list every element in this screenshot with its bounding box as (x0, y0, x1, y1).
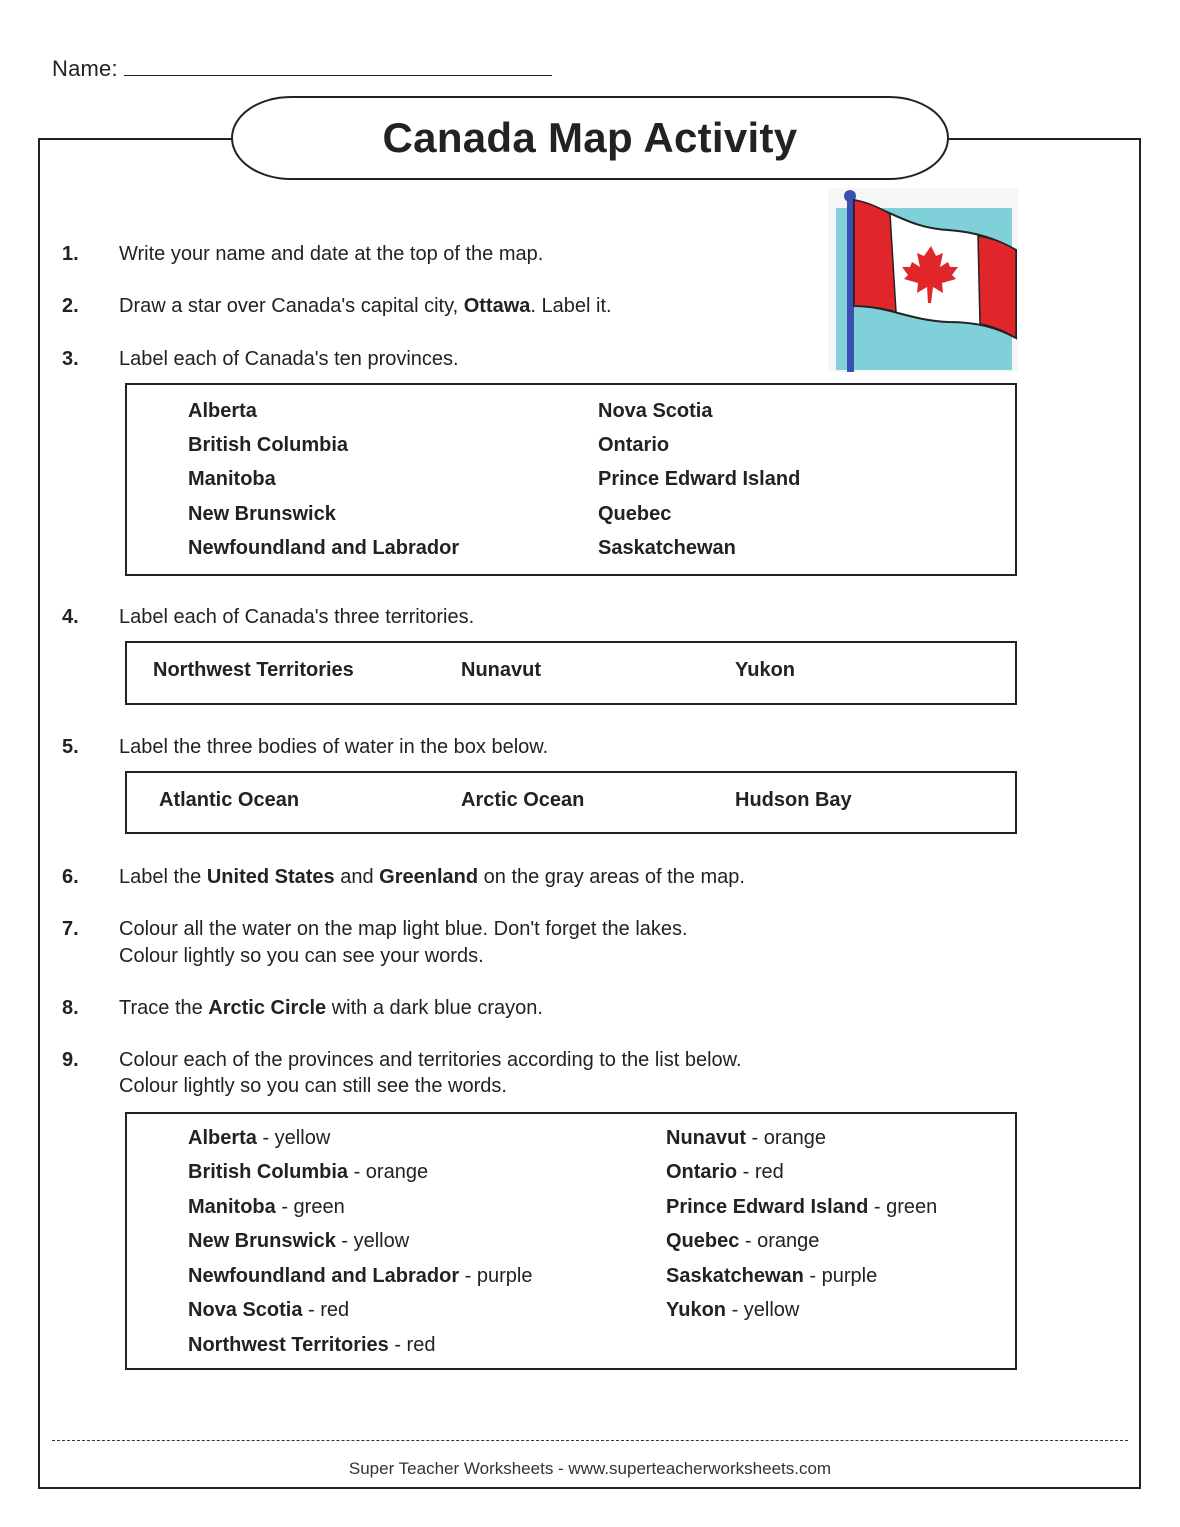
water-box (125, 771, 1017, 834)
territory-label: Yukon (735, 659, 796, 681)
name-field[interactable] (52, 56, 552, 82)
colour-key-item: British Columbia - orange (188, 1161, 429, 1183)
province-label: Ontario (598, 434, 670, 456)
instruction-number: 9. (62, 1049, 79, 1071)
instruction-number: 8. (62, 997, 79, 1019)
province-label: British Columbia (188, 434, 349, 456)
instruction-text: Colour lightly so you can see your words. (119, 945, 484, 967)
instruction-text: Label each of Canada's ten provinces. (119, 348, 459, 370)
province-label: Nova Scotia (598, 400, 713, 422)
province-label: Alberta (188, 400, 257, 422)
colour-key-item: Saskatchewan - purple (666, 1265, 878, 1287)
colour-key-item: Yukon - yellow (666, 1299, 800, 1321)
water-label: Arctic Ocean (461, 789, 585, 811)
province-label: New Brunswick (188, 503, 336, 525)
title-banner (231, 96, 949, 180)
instruction-text: Label each of Canada's three territories. (119, 606, 475, 628)
colour-key-item: New Brunswick - yellow (188, 1230, 410, 1252)
colour-key-box (125, 1112, 1017, 1370)
province-label: Manitoba (188, 468, 276, 490)
colour-key-item: Alberta - yellow (188, 1127, 331, 1149)
instruction-text: Label the three bodies of water in the box below. (119, 736, 549, 758)
provinces-box (125, 383, 1017, 576)
territory-label: Nunavut (461, 659, 541, 681)
instruction-number: 2. (62, 295, 79, 317)
page-title: Canada Map Activity (382, 114, 798, 161)
footer-credit: Super Teacher Worksheets - www.superteacherworksheets.com (348, 1459, 832, 1478)
instruction-number: 4. (62, 606, 79, 628)
colour-key-item: Quebec - orange (666, 1230, 820, 1252)
instruction-number: 6. (62, 866, 79, 888)
instruction-text: Colour all the water on the map light blue. Don't forget the lakes. (119, 918, 688, 940)
instruction-number: 3. (62, 348, 79, 370)
instruction-text: Label the United States and Greenland on the gray areas of the map. (119, 866, 745, 888)
ottawa-bold: Ottawa (463, 295, 531, 317)
instruction-number: 5. (62, 736, 79, 758)
instruction-text: Trace the Arctic Circle with a dark blue crayon. (119, 997, 543, 1019)
water-label: Atlantic Ocean (159, 789, 300, 811)
colour-key-item: Northwest Territories - red (188, 1334, 436, 1356)
instruction-text: Colour each of the provinces and territories according to the list below. (119, 1049, 742, 1071)
province-label: Newfoundland and Labrador (188, 537, 460, 559)
province-label: Prince Edward Island (598, 468, 801, 490)
province-label: Saskatchewan (598, 537, 736, 559)
instruction-number: 7. (62, 918, 79, 940)
colour-key-item: Manitoba - green (188, 1196, 345, 1218)
province-label: Quebec (598, 503, 672, 525)
water-label: Hudson Bay (735, 789, 852, 811)
colour-key-item: Newfoundland and Labrador - purple (188, 1265, 533, 1287)
colour-key-item: Prince Edward Island - green (666, 1196, 938, 1218)
instruction-text: Colour lightly so you can still see the words. (119, 1075, 507, 1097)
name-blank-line[interactable] (124, 57, 552, 76)
cut-line-divider (52, 1440, 1128, 1441)
instruction-number: 1. (62, 243, 79, 265)
instruction-text: Write your name and date at the top of the map. (119, 243, 544, 265)
colour-key-item: Ontario - red (666, 1161, 784, 1183)
territory-label: Northwest Territories (153, 659, 354, 681)
colour-key-item: Nova Scotia - red (188, 1299, 350, 1321)
name-label: Name: (52, 56, 118, 81)
instruction-text: Draw a star over Canada's capital city, Ottawa. Label it. (119, 295, 612, 317)
canada-flag-icon (828, 188, 1018, 372)
colour-key-item: Nunavut - orange (666, 1127, 827, 1149)
territories-box (125, 641, 1017, 705)
